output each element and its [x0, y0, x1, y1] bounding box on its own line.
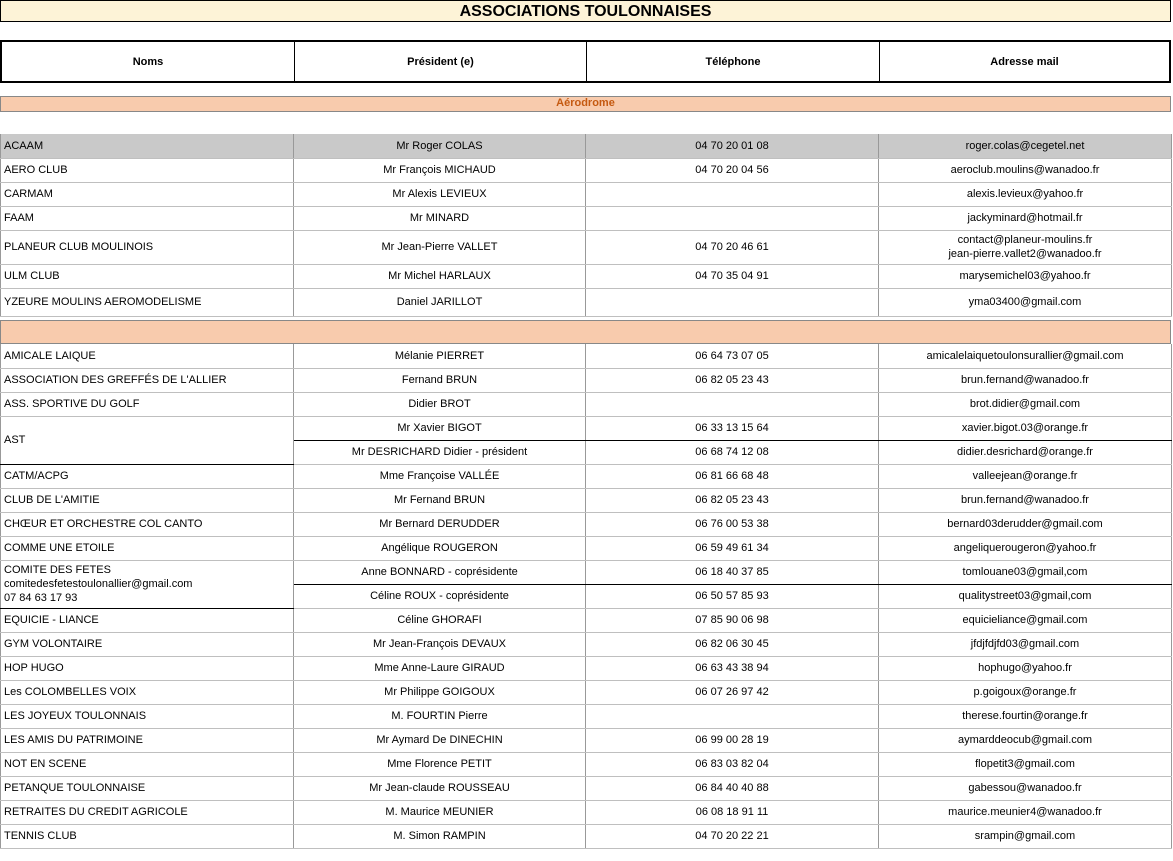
cell-president: Mr Xavier BIGOT — [294, 416, 586, 440]
cell-nom: Les COLOMBELLES VOIX — [1, 680, 294, 704]
table-row — [1, 728, 1172, 752]
cell-telephone: 06 82 06 30 45 — [586, 632, 879, 656]
cell-president: Anne BONNARD - coprésidente — [294, 560, 586, 584]
cell-telephone: 04 70 35 04 91 — [586, 264, 879, 288]
cell-telephone: 06 07 26 97 42 — [586, 680, 879, 704]
table-row — [1, 824, 1172, 848]
cell-telephone: 04 70 20 46 61 — [586, 230, 879, 264]
cell-mail: marysemichel03@yahoo.fr — [879, 264, 1172, 288]
cell-mail: xavier.bigot.03@orange.fr — [879, 416, 1172, 440]
table-row — [1, 368, 1172, 392]
cell-president: Mme Anne-Laure GIRAUD — [294, 656, 586, 680]
table-row — [1, 704, 1172, 728]
cell-mail: maurice.meunier4@wanadoo.fr — [879, 800, 1172, 824]
section-band-separator — [0, 320, 1171, 344]
cell-nom: HOP HUGO — [1, 656, 294, 680]
cell-nom: PLANEUR CLUB MOULINOIS — [1, 230, 294, 264]
table-row — [1, 264, 1172, 288]
cell-president: Mr Jean-Pierre VALLET — [294, 230, 586, 264]
cell-mail: gabessou@wanadoo.fr — [879, 776, 1172, 800]
table-row — [1, 344, 1172, 368]
table-row — [1, 512, 1172, 536]
cell-mail: angeliquerougeron@yahoo.fr — [879, 536, 1172, 560]
cell-president: Mr MINARD — [294, 206, 586, 230]
cell-nom: PETANQUE TOULONNAISE — [1, 776, 294, 800]
cell-mail: jfdjfdjfd03@gmail.com — [879, 632, 1172, 656]
cell-telephone: 06 83 03 82 04 — [586, 752, 879, 776]
cell-mail: aeroclub.moulins@wanadoo.fr — [879, 158, 1172, 182]
cell-telephone: 07 85 90 06 98 — [586, 608, 879, 632]
cell-president: Mr Jean-claude ROUSSEAU — [294, 776, 586, 800]
cell-nom: LES JOYEUX TOULONNAIS — [1, 704, 294, 728]
table-row — [1, 560, 1172, 584]
cell-nom: RETRAITES DU CREDIT AGRICOLE — [1, 800, 294, 824]
table-row — [1, 288, 1172, 316]
table-row — [1, 680, 1172, 704]
cell-telephone: 06 18 40 37 85 — [586, 560, 879, 584]
cell-mail: brun.fernand@wanadoo.fr — [879, 488, 1172, 512]
cell-mail: tomlouane03@gmail,com — [879, 560, 1172, 584]
cell-nom: CARMAM — [1, 182, 294, 206]
cell-nom: CATM/ACPG — [1, 464, 294, 488]
table-row — [1, 230, 1172, 264]
column-header-noms: Noms — [2, 42, 295, 81]
cell-telephone: 04 70 20 04 56 — [586, 158, 879, 182]
cell-telephone: 06 59 49 61 34 — [586, 536, 879, 560]
cell-nom: FAAM — [1, 206, 294, 230]
column-header-president: Président (e) — [295, 42, 587, 81]
cell-mail: amicalelaiquetoulonsurallier@gmail.com — [879, 344, 1172, 368]
cell-president: Mr Aymard De DINECHIN — [294, 728, 586, 752]
table-row — [1, 752, 1172, 776]
cell-president: Mr Michel HARLAUX — [294, 264, 586, 288]
cell-nom: CLUB DE L'AMITIE — [1, 488, 294, 512]
table-row — [1, 392, 1172, 416]
cell-telephone: 06 82 05 23 43 — [586, 488, 879, 512]
cell-nom: EQUICIE - LIANCE — [1, 608, 294, 632]
cell-president: Mr Fernand BRUN — [294, 488, 586, 512]
table-row — [1, 206, 1172, 230]
cell-nom: NOT EN SCENE — [1, 752, 294, 776]
table-row — [1, 158, 1172, 182]
cell-telephone: 06 33 13 15 64 — [586, 416, 879, 440]
cell-telephone: 06 08 18 91 11 — [586, 800, 879, 824]
table-row — [1, 656, 1172, 680]
cell-mail: bernard03derudder@gmail.com — [879, 512, 1172, 536]
cell-president: Mr Roger COLAS — [294, 134, 586, 158]
cell-telephone: 06 81 66 68 48 — [586, 464, 879, 488]
cell-president: Mr François MICHAUD — [294, 158, 586, 182]
cell-mail: brot.didier@gmail.com — [879, 392, 1172, 416]
page-title: ASSOCIATIONS TOULONNAISES — [0, 0, 1171, 22]
cell-mail: equicieliance@gmail.com — [879, 608, 1172, 632]
cell-president: Mr Philippe GOIGOUX — [294, 680, 586, 704]
cell-mail: alexis.levieux@yahoo.fr — [879, 182, 1172, 206]
cell-president: M. Simon RAMPIN — [294, 824, 586, 848]
table-row — [1, 488, 1172, 512]
cell-president: Mr Jean-François DEVAUX — [294, 632, 586, 656]
table-row — [1, 416, 1172, 440]
cell-nom: AST — [1, 416, 294, 464]
section-label-aerodrome: Aérodrome — [556, 97, 615, 109]
table-row — [1, 800, 1172, 824]
cell-president: M. FOURTIN Pierre — [294, 704, 586, 728]
cell-nom: ACAAM — [1, 134, 294, 158]
cell-telephone — [586, 288, 879, 316]
cell-mail: valleejean@orange.fr — [879, 464, 1172, 488]
cell-mail: p.goigoux@orange.fr — [879, 680, 1172, 704]
cell-president: Angélique ROUGERON — [294, 536, 586, 560]
cell-telephone: 04 70 20 22 21 — [586, 824, 879, 848]
cell-telephone — [586, 704, 879, 728]
cell-telephone: 06 50 57 85 93 — [586, 584, 879, 608]
cell-telephone — [586, 392, 879, 416]
cell-nom: LES AMIS DU PATRIMOINE — [1, 728, 294, 752]
table-row — [1, 182, 1172, 206]
cell-president: Céline GHORAFI — [294, 608, 586, 632]
cell-nom: COMME UNE ETOILE — [1, 536, 294, 560]
cell-telephone: 06 84 40 40 88 — [586, 776, 879, 800]
cell-nom: ASS. SPORTIVE DU GOLF — [1, 392, 294, 416]
table-row — [1, 776, 1172, 800]
cell-telephone: 06 68 74 12 08 — [586, 440, 879, 464]
associations-table — [0, 344, 1172, 849]
column-header-mail: Adresse mail — [990, 55, 1059, 68]
cell-telephone: 04 70 20 01 08 — [586, 134, 879, 158]
column-header-row — [0, 40, 1171, 83]
cell-telephone: 06 63 43 38 94 — [586, 656, 879, 680]
cell-mail: srampin@gmail.com — [879, 824, 1172, 848]
cell-nom: AERO CLUB — [1, 158, 294, 182]
cell-president: Mr DESRICHARD Didier - président — [294, 440, 586, 464]
cell-mail: brun.fernand@wanadoo.fr — [879, 368, 1172, 392]
cell-president: Mme Françoise VALLÉE — [294, 464, 586, 488]
table-row — [1, 464, 1172, 488]
cell-nom: COMITE DES FETES comitedesfetestoulonallier@gmail.com 07 84 63 17 93 — [1, 560, 294, 608]
cell-nom: YZEURE MOULINS AEROMODELISME — [1, 288, 294, 316]
cell-telephone: 06 82 05 23 43 — [586, 368, 879, 392]
cell-mail: contact@planeur-moulins.fr jean-pierre.vallet2@wanadoo.fr — [879, 230, 1172, 264]
cell-mail: roger.colas@cegetel.net — [879, 134, 1172, 158]
table-row — [1, 536, 1172, 560]
cell-president: Daniel JARILLOT — [294, 288, 586, 316]
cell-mail: therese.fourtin@orange.fr — [879, 704, 1172, 728]
cell-telephone — [586, 206, 879, 230]
cell-mail: aymarddeocub@gmail.com — [879, 728, 1172, 752]
cell-president: Céline ROUX - coprésidente — [294, 584, 586, 608]
cell-nom: TENNIS CLUB — [1, 824, 294, 848]
cell-president: Mr Alexis LEVIEUX — [294, 182, 586, 206]
cell-mail: hophugo@yahoo.fr — [879, 656, 1172, 680]
cell-president: Mme Florence PETIT — [294, 752, 586, 776]
cell-telephone: 06 76 00 53 38 — [586, 512, 879, 536]
cell-mail: qualitystreet03@gmail,com — [879, 584, 1172, 608]
cell-mail: jackyminard@hotmail.fr — [879, 206, 1172, 230]
cell-president: Fernand BRUN — [294, 368, 586, 392]
cell-nom: GYM VOLONTAIRE — [1, 632, 294, 656]
cell-president: M. Maurice MEUNIER — [294, 800, 586, 824]
cell-mail: flopetit3@gmail.com — [879, 752, 1172, 776]
cell-telephone — [586, 182, 879, 206]
cell-president: Mélanie PIERRET — [294, 344, 586, 368]
table-row — [1, 632, 1172, 656]
column-header-telephone: Téléphone — [587, 42, 880, 81]
cell-president: Didier BROT — [294, 392, 586, 416]
cell-president: Mr Bernard DERUDDER — [294, 512, 586, 536]
aerodrome-table — [0, 134, 1172, 317]
cell-nom: ULM CLUB — [1, 264, 294, 288]
cell-telephone: 06 99 00 28 19 — [586, 728, 879, 752]
cell-mail: yma03400@gmail.com — [879, 288, 1172, 316]
cell-nom: ASSOCIATION DES GREFFÉS DE L'ALLIER — [1, 368, 294, 392]
table-row — [1, 608, 1172, 632]
cell-mail: didier.desrichard@orange.fr — [879, 440, 1172, 464]
cell-telephone: 06 64 73 07 05 — [586, 344, 879, 368]
table-row — [1, 134, 1172, 158]
cell-nom: AMICALE LAIQUE — [1, 344, 294, 368]
cell-nom: CHŒUR ET ORCHESTRE COL CANTO — [1, 512, 294, 536]
